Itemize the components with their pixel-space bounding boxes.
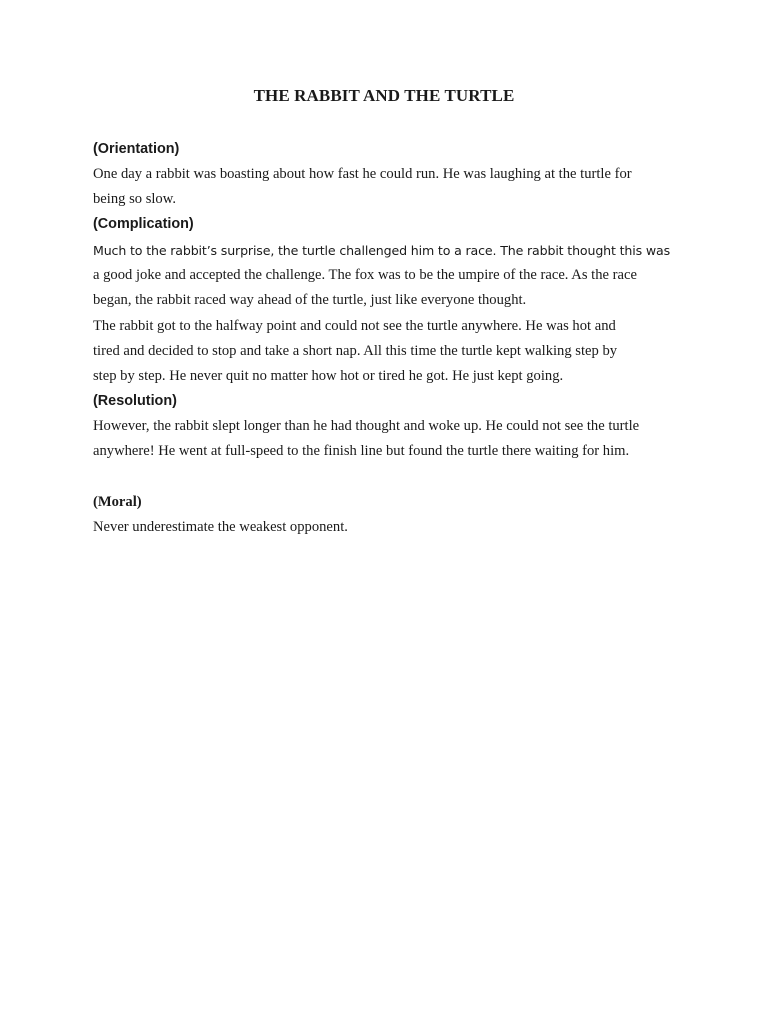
paragraph-line: However, the rabbit slept longer than he had thought and woke up. He could not see the turtle bbox=[93, 418, 640, 434]
paragraph-line: anywhere! He went at full-speed to the finish line but found the turtle there waiting for him. bbox=[93, 443, 630, 460]
document-title: THE RABBIT AND THE TURTLE bbox=[253, 86, 515, 105]
complication-paragraph bbox=[93, 238, 683, 389]
moral-heading: (Moral) bbox=[93, 494, 142, 510]
orientation-heading: (Orientation) bbox=[93, 141, 180, 157]
resolution-paragraph bbox=[93, 414, 683, 464]
moral-paragraph bbox=[93, 515, 683, 540]
orientation-paragraph bbox=[93, 162, 683, 212]
paragraph-line: Never underestimate the weakest opponent. bbox=[93, 519, 348, 535]
paragraph-line: a good joke and accepted the challenge. The fox was to be the umpire of the race. As the race bbox=[93, 267, 637, 284]
paragraph-line: One day a rabbit was boasting about how fast he could run. He was laughing at the turtle for bbox=[93, 166, 632, 182]
paragraph-line: tired and decided to stop and take a short nap. All this time the turtle kept walking step by bbox=[93, 342, 618, 359]
paragraph-line: began, the rabbit raced way ahead of the turtle, just like everyone thought. bbox=[93, 292, 527, 309]
resolution-heading: (Resolution) bbox=[93, 393, 177, 409]
paragraph-line: being so slow. bbox=[93, 191, 176, 208]
paragraph-line: The rabbit got to the halfway point and could not see the turtle anywhere. He was hot and bbox=[93, 317, 616, 334]
paragraph-line: step by step. He never quit no matter how hot or tired he got. He just kept going. bbox=[93, 367, 564, 384]
paragraph-line: Much to the rabbit’s surprise, the turtle challenged him to a race. The rabbit thought this was bbox=[93, 243, 670, 258]
complication-heading: (Complication) bbox=[93, 216, 194, 232]
